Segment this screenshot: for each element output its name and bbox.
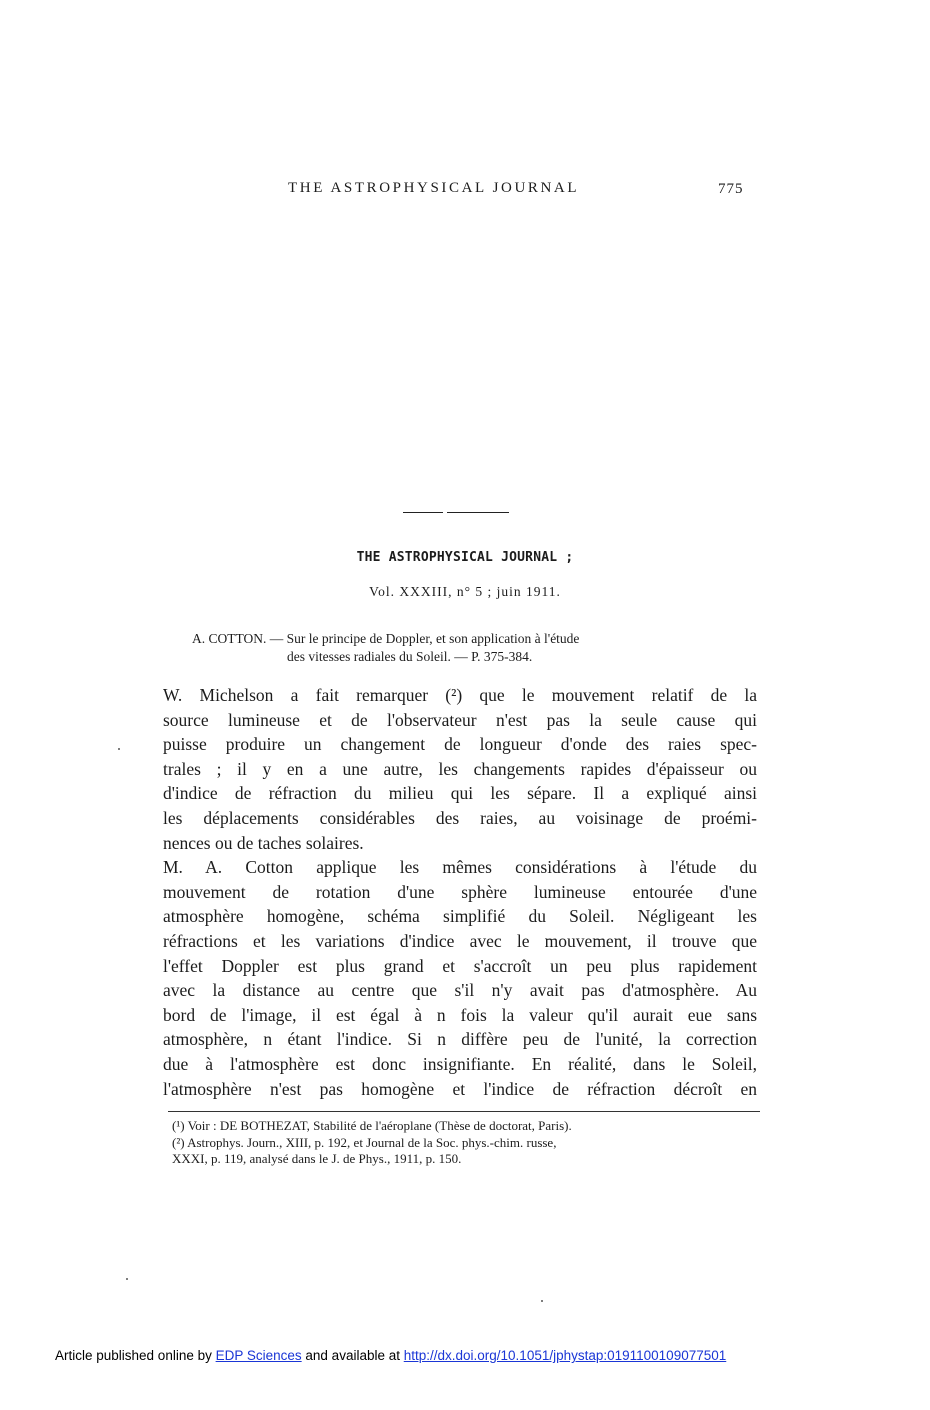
publication-footer	[55, 1348, 726, 1363]
footer-prefix: Article published online by	[55, 1348, 216, 1363]
body-line: due à l'atmosphère est donc insignifiante. En réalité, dans le Soleil,	[163, 1053, 757, 1074]
body-line: l'atmosphère n'est pas homogène et l'indice de réfraction décroît en	[163, 1078, 757, 1099]
body-line: réfractions et les variations d'indice avec le mouvement, il trouve que	[163, 930, 757, 951]
footnotes	[172, 1118, 762, 1168]
running-title: THE ASTROPHYSICAL JOURNAL	[288, 180, 580, 196]
separator-rule-left	[403, 512, 443, 513]
body-line: atmosphère homogène, schéma simplifié du Soleil. Négligeant les	[163, 906, 757, 927]
footnote-rule	[168, 1111, 760, 1112]
journal-volume: Vol. XXXIII, n° 5 ; juin 1911.	[369, 584, 561, 599]
article-heading-line-1: A. COTTON. — Sur le principe de Doppler, et son application à l'étude	[192, 631, 580, 646]
footnote-2-line-2: XXXI, p. 119, analysé dans le J. de Phys., 1911, p. 150.	[172, 1151, 462, 1166]
speck-mark	[126, 1278, 128, 1280]
speck-mark	[118, 748, 120, 750]
body-line: atmosphère, n étant l'indice. Si n diffère peu de l'unité, la correction	[163, 1029, 757, 1050]
article-heading	[192, 630, 752, 666]
paragraph-1	[163, 683, 757, 855]
body-line: les déplacements considérables des raies, au voisinage de proémi-	[163, 807, 757, 828]
doi-link[interactable]: http://dx.doi.org/10.1051/jphystap:0191100109077501	[403, 1348, 727, 1363]
body-line: d'indice de réfraction du milieu qui les sépare. Il a expliqué ainsi	[163, 783, 757, 804]
body-line: bord de l'image, il est égal à n fois la valeur qu'il aurait eue sans	[163, 1004, 757, 1025]
body-line: trales ; il y en a une autre, les changements rapides d'épaisseur ou	[163, 758, 757, 779]
body-line: W. Michelson a fait remarquer (²) que le mouvement relatif de la	[163, 685, 757, 705]
footer-middle: and available at	[301, 1348, 404, 1363]
article-body	[163, 683, 757, 1101]
body-line: M. A. Cotton applique les mêmes considérations à l'étude du	[163, 857, 757, 878]
page-number: 775	[718, 181, 744, 197]
journal-title: THE ASTROPHYSICAL JOURNAL ;	[356, 550, 574, 565]
body-line: mouvement de rotation d'une sphère lumineuse entourée d'une	[163, 881, 757, 902]
footnote-1: (¹) Voir : DE BOTHEZAT, Stabilité de l'aéroplane (Thèse de doctorat, Paris).	[172, 1118, 572, 1133]
body-line: puisse produire un changement de longueur d'onde des raies spec-	[163, 734, 757, 755]
paragraph-2	[163, 855, 757, 1101]
body-line: avec la distance au centre que s'il n'y avait pas d'atmosphère. Au	[163, 980, 757, 1001]
separator-rule-right	[447, 512, 509, 513]
speck-mark	[541, 1300, 543, 1302]
body-line: l'effet Doppler est plus grand et s'accroît un peu plus rapidement	[163, 955, 757, 976]
body-line: nences ou de taches solaires.	[163, 832, 364, 853]
article-heading-line-2: des vitesses radiales du Soleil. — P. 375-384.	[287, 649, 533, 664]
publisher-link[interactable]: EDP Sciences	[215, 1348, 302, 1363]
footnote-2-line-1: (²) Astrophys. Journ., XIII, p. 192, et Journal de la Soc. phys.-chim. russe,	[172, 1134, 557, 1150]
body-line: source lumineuse et de l'observateur n'est pas la seule cause qui	[163, 709, 757, 730]
